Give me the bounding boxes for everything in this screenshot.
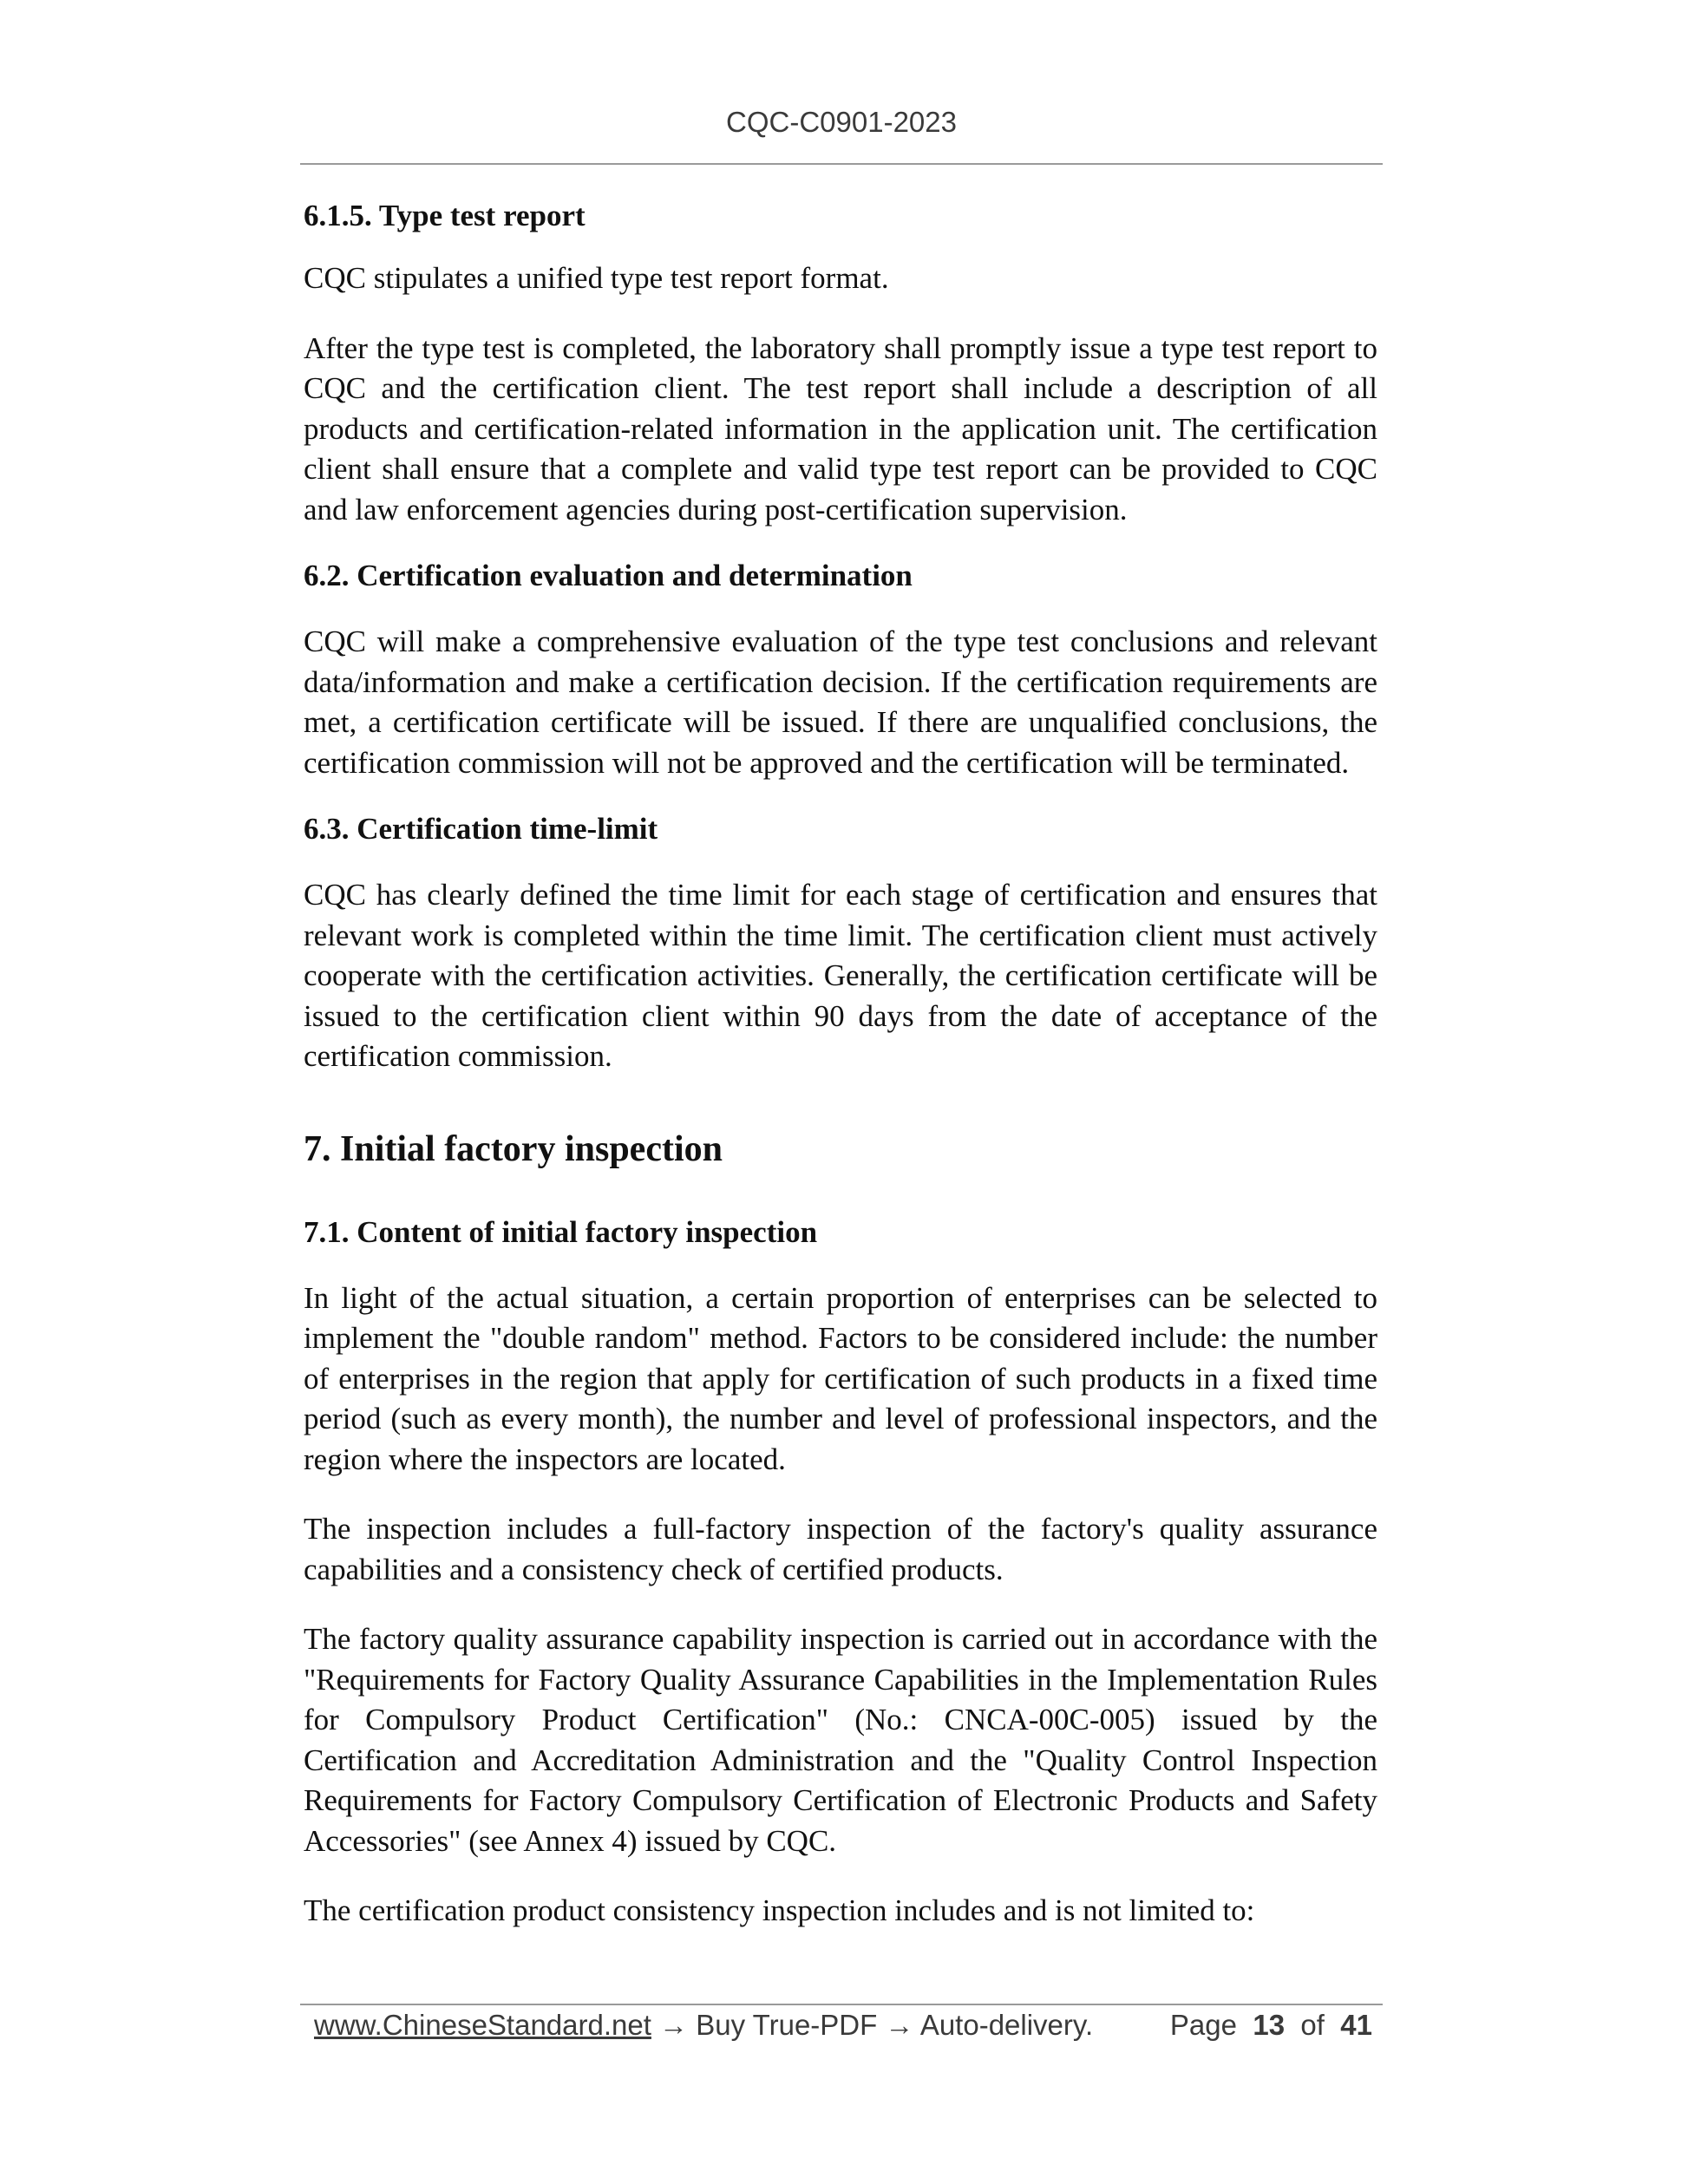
of-label: of	[1300, 2009, 1325, 2041]
heading-6-1-5: 6.1.5. Type test report	[304, 199, 586, 232]
paragraph-6-1-5-1: CQC stipulates a unified type test report format.	[304, 261, 889, 295]
paragraph-6-2-1: CQC will make a comprehensive evaluation of the type test conclusions and relevant data/information and make a certification decision. If the certification requirements are met, a certification certificate will be issued. If there are unqualified conclusions, the certification commission will not be approved and the certification will be terminated.	[304, 624, 1377, 780]
page-number: 13	[1253, 2009, 1286, 2041]
site-link[interactable]: www.ChineseStandard.net	[314, 2009, 651, 2041]
paragraph-6-3-1: CQC has clearly defined the time limit for each stage of certification and ensures that relevant work is completed within the time limit. The certification client must actively cooperate with the certification activities. Generally, the certification certificate will be issued to the certification client within 90 days from the date of acceptance of the certification commission.	[304, 878, 1377, 1073]
heading-7: 7. Initial factory inspection	[304, 1128, 723, 1169]
header-divider	[300, 163, 1383, 165]
paragraph-6-1-5-2: After the type test is completed, the laboratory shall promptly issue a type test report to CQC and the certification client. The test report shall include a description of all products and certification-related information in the application unit. The certification client shall ensure that a complete and valid type test report can be provided to CQC and law enforcement agencies during post-certification supervision.	[304, 330, 1377, 526]
footer-promo-text: → Buy True-PDF → Auto-delivery.	[651, 2009, 1094, 2041]
heading-6-3: 6.3. Certification time-limit	[304, 812, 658, 846]
page-indicator	[1170, 2009, 1372, 2042]
heading-7-1: 7.1. Content of initial factory inspection	[304, 1214, 818, 1249]
page-footer	[314, 2009, 1372, 2047]
page-total: 41	[1340, 2009, 1372, 2041]
paragraph-7-1-2: The inspection includes a full-factory inspection of the factory's quality assurance capabilities and a consistency check of certified products.	[304, 1512, 1377, 1586]
document-code-header: CQC-C0901-2023	[726, 106, 957, 138]
paragraph-7-1-1: In light of the actual situation, a certain proportion of enterprises can be selected to implement the "double random" method. Factors to be considered include: the number of enterprises in the region that apply for certification of such products in a fixed time period (such as every month), the number and level of professional inspectors, and the region where the inspectors are located.	[304, 1280, 1377, 1476]
footer-divider	[300, 2004, 1383, 2005]
page-body	[304, 191, 1377, 1932]
heading-6-2: 6.2. Certification evaluation and determination	[304, 559, 913, 592]
footer-promo	[314, 2009, 1093, 2042]
paragraph-7-1-3: The factory quality assurance capability inspection is carried out in accordance with the "Requirements for Factory Quality Assurance Capabilities in the Implementation Rules for Compulsory Product Certification" (No.: CNCA-00C-005) issued by the Certification and Accreditation Administration and the "Quality Control Inspection Requirements for Factory Compulsory Certification of Electronic Products and Safety Accessories" (see Annex 4) issued by CQC.	[304, 1622, 1377, 1858]
paragraph-7-1-4: The certification product consistency inspection includes and is not limited to:	[304, 1893, 1255, 1927]
page-label: Page	[1169, 2009, 1237, 2041]
